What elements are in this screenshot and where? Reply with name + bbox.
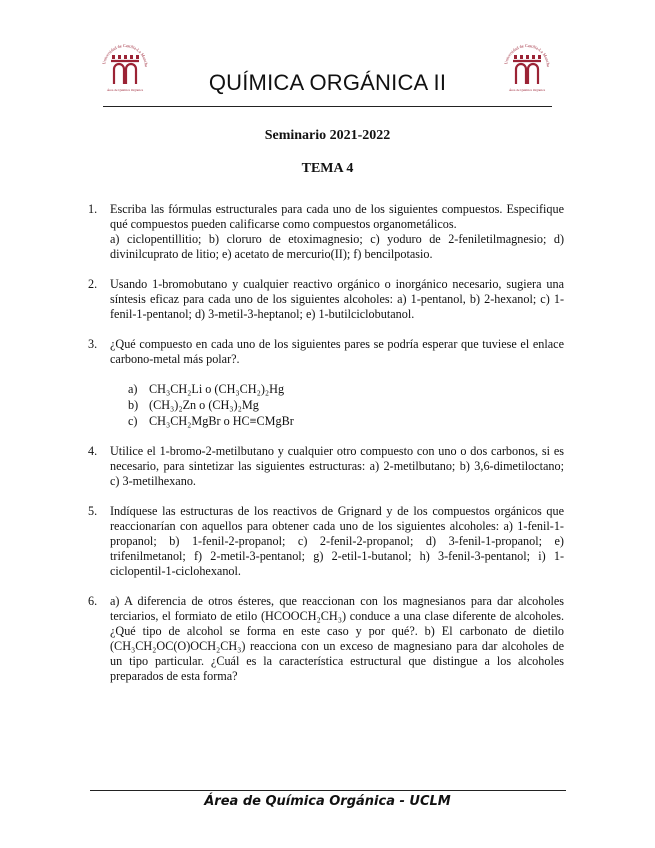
question-1 xyxy=(88,202,564,262)
question-text: ¿Qué compuesto en cada uno de los siguientes pares se podría esperar que tuviese el enlace carbono-metal más polar?. xyxy=(110,337,564,366)
question-number: 5. xyxy=(88,504,98,518)
page-footer: Área de Química Orgánica - UCLM xyxy=(204,794,451,809)
question-4 xyxy=(88,444,564,489)
pair-letter: b) xyxy=(128,398,139,412)
question-text: Usando 1-bromobutano y cualquier reactivo orgánico o inorgánico necesario, sugiera una síntesis eficaz para cada uno de los siguientes alcoholes: a) 1-pentanol, b) 2-hexanol; c) 1-fenil-1-pentanol; d) 3-metil-3-heptanol; e) 1-butilciclobutanol. xyxy=(110,277,564,321)
pair-text: (CH₃)₂Zn o (CH₃)₂Mg xyxy=(149,398,259,412)
question-items: a) ciclopentillitio; b) cloruro de etoximagnesio; c) yoduro de 2-feniletilmagnesio; d) divinilcuprato de litio; e) acetato de mercurio(II); f) bencilpotasio. xyxy=(110,232,564,261)
question-number: 2. xyxy=(88,277,98,291)
question-6 xyxy=(88,594,564,684)
pair-letter: a) xyxy=(128,382,138,396)
question-number: 6. xyxy=(88,594,98,608)
question-number: 1. xyxy=(88,202,98,216)
svg-text:Universidad de Castilla-La Man: Universidad de Castilla-La Mancha xyxy=(101,42,150,67)
question-text: Utilice el 1-bromo-2-metilbutano y cualquier otro compuesto con uno o dos carbonos, si es necesario, para sintetizar las siguientes estructuras: a) 2-metilbutano; b) 3,6-dimetiloctano; c) 3-metilhexano. xyxy=(110,444,564,488)
seminar-heading: Seminario 2021-2022 xyxy=(264,128,391,143)
svg-text:Universidad de Castilla-La Man: Universidad de Castilla-La Mancha xyxy=(503,42,552,67)
question-number: 3. xyxy=(88,337,98,351)
uclm-logo-right xyxy=(498,38,556,96)
compound-pairs xyxy=(128,381,564,429)
svg-text:Área de Química Orgánica: Área de Química Orgánica xyxy=(508,88,546,92)
compound-pair xyxy=(128,397,564,413)
footer-divider xyxy=(90,790,566,791)
uclm-logo-left xyxy=(96,38,154,96)
question-number: 4. xyxy=(88,444,98,458)
question-text: Escriba las fórmulas estructurales para cada uno de los siguientes compuestos. Especifique qué compuestos pueden calificarse como compuestos organometálicos. xyxy=(110,202,564,231)
compound-pair xyxy=(128,413,564,429)
pair-text: CH₃CH₂Li o (CH₃CH₂)₂Hg xyxy=(149,382,285,396)
question-text: Indíquese las estructuras de los reactivos de Grignard y de los compuestos orgánicos que reaccionarían con aquellos para obtener cada uno de los siguientes alcoholes: a) 1-fenil-1-propanol; b) 1-fenil-2-propanol; c) 2-fenil-2-propanol; d) 3-fenil-1-propanol; e) trifenilmetanol; f) 2-metil-3-pentanol; g) 2-etil-1-butanol; h) 3-fenil-3-pentanol; i) 1-ciclopentil-1-ciclohexanol. xyxy=(110,504,564,578)
tema-heading: TEMA 4 xyxy=(301,161,354,176)
header-divider xyxy=(103,106,552,107)
question-3 xyxy=(88,337,564,429)
question-5 xyxy=(88,504,564,579)
question-2 xyxy=(88,277,564,322)
question-text: a) A diferencia de otros ésteres, que reaccionan con los magnesianos para dar alcoholes terciarios, el formiato de etilo (HCOOCH₂CH₃) conduce a una clase diferente de alcoholes. ¿Qué tipo de alcohol se forma en este caso y por qué?. b) El carbonato de dietilo (CH₃CH₂OC(O)OCH₂CH₃) reacciona con un exceso de magnesiano para dar alcoholes de un tipo particular. ¿Cuál es la característica estructural que distingue a los alcoholes preparados de esta forma? xyxy=(110,594,564,683)
pair-letter: c) xyxy=(128,414,138,428)
compound-pair xyxy=(128,381,564,397)
page-header-title: QUÍMICA ORGÁNICA II xyxy=(208,70,447,95)
pair-text: CH₃CH₂MgBr o HC≡CMgBr xyxy=(149,414,294,428)
question-list xyxy=(88,202,564,699)
svg-text:Área de Química Orgánica: Área de Química Orgánica xyxy=(106,88,144,92)
